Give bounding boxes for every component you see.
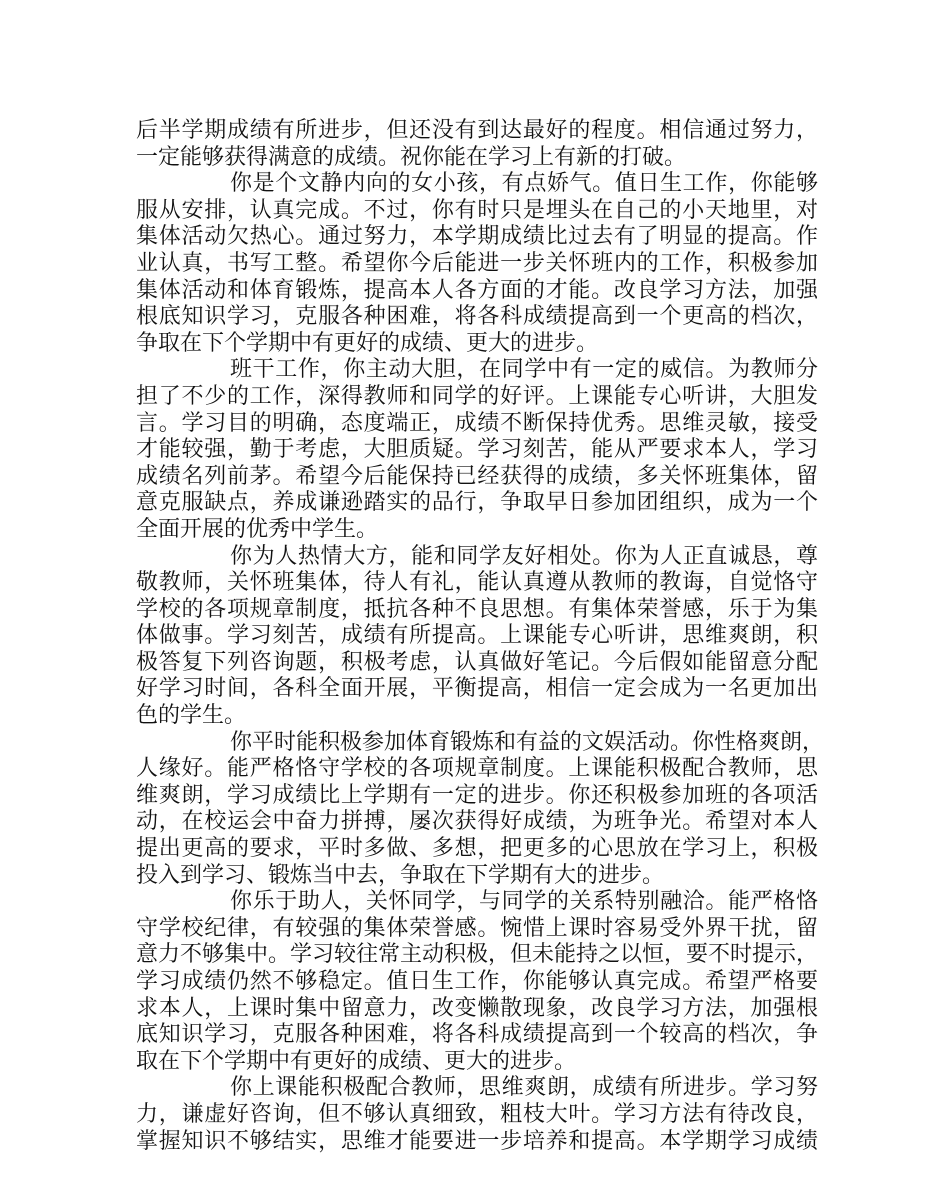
text-line: 服从安排，认真完成。不过，你有时只是埋头在自己的小天地里，对 bbox=[136, 197, 818, 223]
text-line: 后半学期成绩有所进步，但还没有到达最好的程度。相信通过努力， bbox=[136, 118, 818, 143]
text-line: 提出更高的要求，平时多做、多想，把更多的心思放在学习上，积极 bbox=[136, 836, 818, 862]
text-line: 维爽朗，学习成绩比上学期有一定的进步。你还积极参加班的各项活 bbox=[136, 782, 818, 808]
text-line: 全面开展的优秀中学生。 bbox=[136, 516, 379, 542]
text-line: 班干工作，你主动大胆，在同学中有一定的威信。为教师分 bbox=[230, 357, 818, 383]
text-line: 底知识学习，克服各种困难，将各科成绩提高到一个较高的档次，争 bbox=[136, 1022, 818, 1048]
text-line: 学校的各项规章制度，抵抗各种不良思想。有集体荣誉感，乐于为集 bbox=[136, 596, 818, 622]
text-line: 你是个文静内向的女小孩，有点娇气。值日生工作，你能够 bbox=[230, 171, 818, 197]
text-line: 你乐于助人，关怀同学，与同学的关系特别融洽。能严格恪 bbox=[230, 889, 818, 915]
paragraph bbox=[136, 171, 818, 357]
text-line: 好学习时间，各科全面开展，平衡提高，相信一定会成为一名更加出 bbox=[136, 676, 818, 702]
document-body bbox=[136, 118, 825, 1155]
text-line: 一定能够获得满意的成绩。祝你能在学习上有新的打破。 bbox=[136, 144, 687, 170]
paragraph bbox=[136, 1075, 818, 1155]
text-line: 意力不够集中。学习较往常主动积极，但未能持之以恒，要不时提示， bbox=[136, 942, 819, 968]
text-line: 担了不少的工作，深得教师和同学的好评。上课能专心听讲，大胆发 bbox=[136, 383, 818, 409]
text-line: 集体活动和体育锻炼，提高本人各方面的才能。改良学习方法，加强 bbox=[136, 277, 818, 303]
paragraph bbox=[136, 357, 818, 543]
text-line: 掌握知识不够结实，思维才能要进一步培养和提高。本学期学习成绩 bbox=[136, 1128, 818, 1154]
text-line: 守学校纪律，有较强的集体荣誉感。惋惜上课时容易受外界干扰，留 bbox=[136, 915, 818, 941]
text-line: 力，谦虚好咨询，但不够认真细致，粗枝大叶。学习方法有待改良， bbox=[136, 1101, 818, 1127]
text-line: 言。学习目的明确，态度端正，成绩不断保持优秀。思维灵敏，接受 bbox=[136, 410, 818, 436]
text-line: 你上课能积极配合教师，思维爽朗，成绩有所进步。学习努 bbox=[230, 1075, 818, 1101]
text-line: 极答复下列咨询题，积极考虑，认真做好笔记。今后假如能留意分配 bbox=[136, 649, 818, 675]
text-line: 体做事。学习刻苦，成绩有所提高。上课能专心听讲，思维爽朗，积 bbox=[136, 623, 818, 649]
text-line: 你为人热情大方，能和同学友好相处。你为人正直诚恳，尊 bbox=[230, 543, 818, 569]
text-line: 你平时能积极参加体育锻炼和有益的文娱活动。你性格爽朗， bbox=[230, 729, 825, 755]
text-line: 取在下个学期中有更好的成绩、更大的进步。 bbox=[136, 1048, 577, 1074]
text-line: 成绩名列前茅。希望今后能保持已经获得的成绩，多关怀班集体，留 bbox=[136, 463, 818, 489]
text-line: 敬教师，关怀班集体，待人有礼，能认真遵从教师的教诲，自觉恪守 bbox=[136, 570, 818, 596]
text-line: 投入到学习、锻炼当中去，争取在下学期有大的进步。 bbox=[136, 862, 665, 888]
paragraph bbox=[136, 544, 818, 730]
paragraph bbox=[136, 889, 818, 1075]
text-line: 根底知识学习，克服各种困难，将各科成绩提高到一个更高的档次， bbox=[136, 304, 818, 330]
text-line: 业认真，书写工整。希望你今后能进一步关怀班内的工作，积极参加 bbox=[136, 250, 818, 276]
text-line: 求本人，上课时集中留意力，改变懒散现象，改良学习方法，加强根 bbox=[136, 995, 818, 1021]
text-line: 意克服缺点，养成谦逊踏实的品行，争取早日参加团组织，成为一个 bbox=[136, 490, 818, 516]
text-line: 人缘好。能严格恪守学校的各项规章制度。上课能积极配合教师，思 bbox=[136, 756, 818, 782]
text-line: 争取在下个学期中有更好的成绩、更大的进步。 bbox=[136, 330, 599, 356]
paragraph bbox=[136, 729, 825, 890]
text-line: 集体活动欠热心。通过努力，本学期成绩比过去有了明显的提高。作 bbox=[136, 224, 818, 250]
text-line: 学习成绩仍然不够稳定。值日生工作，你能够认真完成。希望严格要 bbox=[136, 969, 818, 994]
text-line: 动，在校运会中奋力拼搏，屡次获得好成绩，为班争光。希望对本人 bbox=[136, 809, 818, 835]
paragraph bbox=[136, 118, 818, 171]
text-line: 色的学生。 bbox=[136, 703, 247, 729]
text-line: 才能较强，勤于考虑，大胆质疑。学习刻苦，能从严要求本人，学习 bbox=[136, 437, 818, 463]
